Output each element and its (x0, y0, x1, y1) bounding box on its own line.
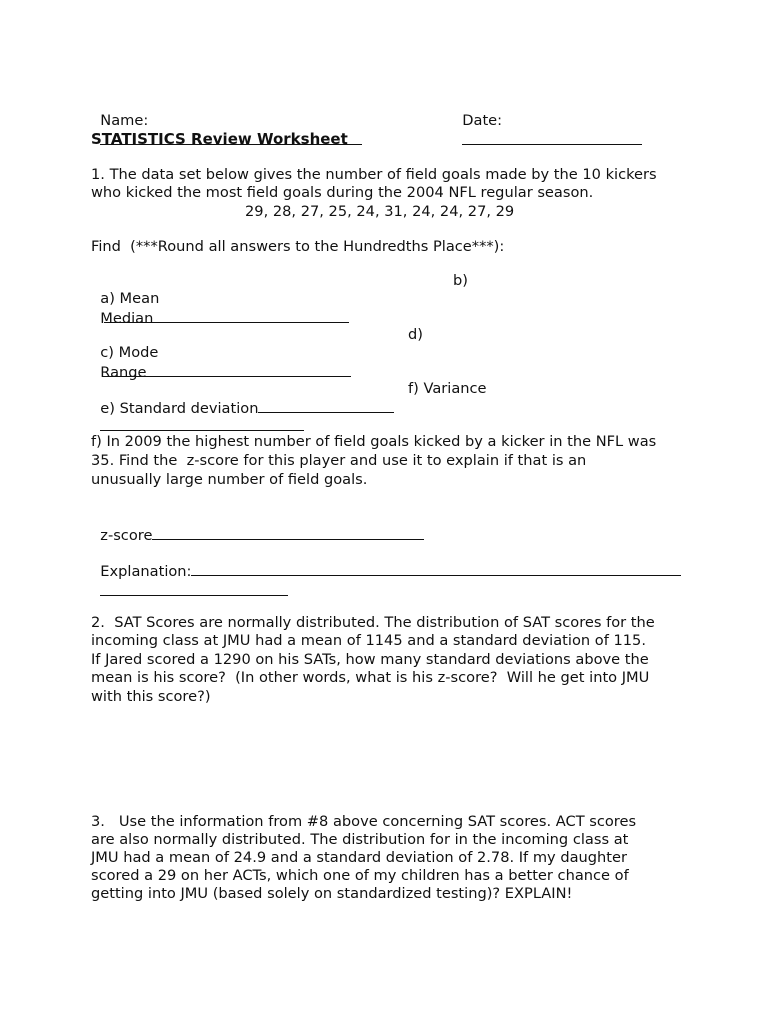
variance-field (91, 398, 304, 436)
b-label: b) (453, 272, 468, 289)
q1-data: 29, 28, 27, 25, 24, 31, 24, 24, 27, 29 (245, 203, 515, 220)
date-label: Date: (462, 112, 503, 129)
q1f-line1: f) In 2009 the highest number of field goals kicked by a kicker in the NFL was (91, 433, 657, 450)
q1f-line2: 35. Find the z-score for this player and use it to explain if that is an (91, 452, 587, 469)
q2-line4: mean is his score? (In other words, what is his z-score? Will he get into JMU (91, 669, 650, 686)
q1-line2: who kicked the most field goals during the 2004 NFL regular season. (91, 184, 594, 201)
mode-label: c) Mode (100, 344, 159, 361)
range-label: Range (100, 364, 147, 381)
q1f-line3: unusually large number of field goals. (91, 471, 368, 488)
q3-line3: JMU had a mean of 24.9 and a standard deviation of 2.78. If my daughter (91, 849, 627, 866)
explanation-blank-2[interactable] (100, 581, 288, 596)
q2-line2: incoming class at JMU had a mean of 1145 and a standard deviation of 115. (91, 632, 646, 649)
d-label: d) (408, 326, 423, 343)
q3-line4: scored a 29 on her ACTs, which one of my children has a better chance of (91, 867, 629, 884)
zscore-field (91, 507, 424, 545)
median-field (91, 290, 349, 328)
q1-line1: 1. The data set below gives the number of field goals made by the 10 kickers (91, 166, 657, 183)
date-field (453, 94, 642, 150)
std-dev-label: e) Standard deviation (100, 400, 259, 417)
q3-line2: are also normally distributed. The distribution for in the incoming class at (91, 831, 629, 848)
zscore-label: z-score (100, 527, 153, 544)
worksheet-title: STATISTICS Review Worksheet (91, 130, 348, 148)
name-label: Name: (100, 112, 149, 129)
q2-line5: with this score?) (91, 688, 211, 705)
explanation-label: Explanation: (100, 563, 192, 580)
range-field (91, 344, 351, 382)
q3-line5: getting into JMU (based solely on standardized testing)? EXPLAIN! (91, 885, 573, 902)
explanation-field-2 (91, 563, 288, 601)
range-blank[interactable] (147, 362, 351, 377)
q2-line3: If Jared scored a 1290 on his SATs, how many standard deviations above the (91, 651, 649, 668)
zscore-blank[interactable] (152, 525, 424, 540)
variance-blank[interactable] (100, 416, 304, 431)
q2-line1: 2. SAT Scores are normally distributed. The distribution of SAT scores for the (91, 614, 655, 631)
date-blank[interactable] (462, 130, 642, 145)
mean-label: a) Mean (100, 290, 160, 307)
q3-line1: 3. Use the information from #8 above concerning SAT scores. ACT scores (91, 813, 637, 830)
variance-label: f) Variance (408, 380, 487, 397)
median-label: Median (100, 310, 154, 327)
q1-find: Find (***Round all answers to the Hundredths Place***): (91, 238, 505, 255)
median-blank[interactable] (153, 308, 349, 323)
